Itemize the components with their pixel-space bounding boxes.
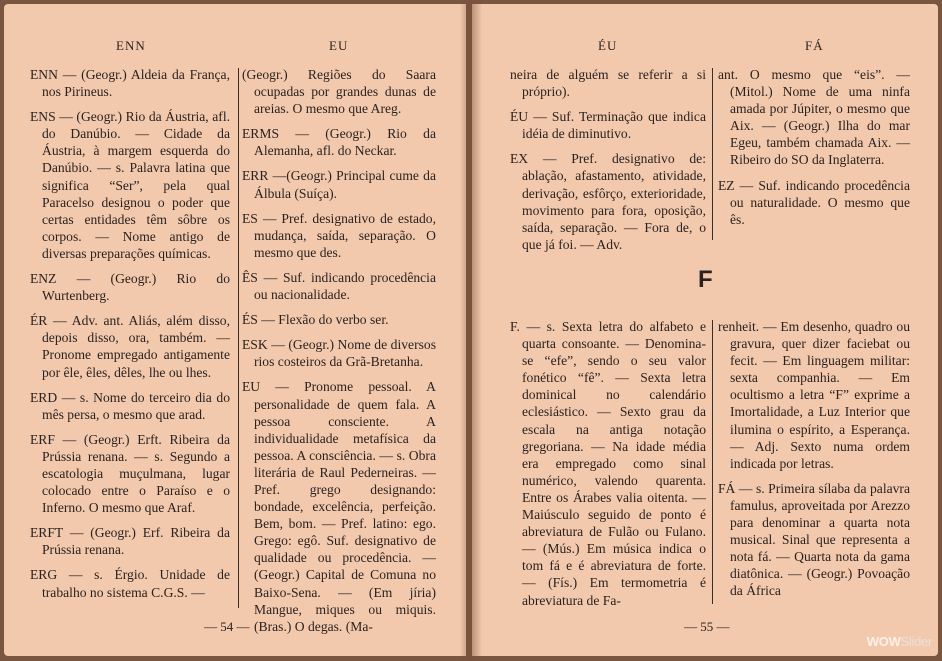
entry: ERR —(Geogr.) Principal cume da Álbula (Suíça). [242, 168, 436, 201]
entry: EX — Pref. designativo de: ablação, afastamento, atividade, derivação, esfôrço, exterioridade, movimento para fora, oposição, saída, separação. — Fora de, o que já foi. — Adv. [510, 151, 706, 252]
entry: EZ — Suf. indicando procedência ou naturalidade. O mesmo que ês. [718, 177, 910, 227]
entry: FÁ — s. Primeira sílaba da palavra famulus, aproveitada por Arezzo para denominar a quarta nota musical. Sinal que representa a nota fá. — Quarta nota da gama diatônica. — (Geogr.) Povoação da África [718, 480, 910, 599]
entry: (Geogr.) Regiões do Saara ocupadas por grandes dunas de areias. O mesmo que Areg. [242, 67, 436, 117]
left-page-column-1 [30, 66, 230, 609]
right-page-header-left: ÉU [598, 38, 618, 53]
right-page-number: — 55 — [684, 619, 730, 634]
entry: ES — Pref. designativo de estado, mudança, saída, separação. O mesmo que des. [242, 210, 436, 260]
entry: ENN — (Geogr.) Aldeia da França, nos Pirineus. [30, 67, 230, 100]
left-page-header-left: ENN [116, 38, 146, 53]
entry: renheit. — Em desenho, quadro ou gravura, quer dizer faciebat ou fecit. — Em linguagem militar: sexta companhia. — Em ocultismo a letra “F” exprime a Imortalidade, a Luz Interior que ilumina o espírito, a Esperança. — Adj. Sexto numa ordem indicada por letras. [718, 319, 910, 471]
entry: ÉS — Flexão do verbo ser. [242, 312, 389, 328]
section-letter-heading: F [698, 266, 713, 293]
entry: ÊS — Suf. indicando procedência ou nacionalidade. [242, 269, 436, 303]
left-page [4, 4, 466, 656]
entry: ant. O mesmo que “eis”. — (Mitol.) Nome de uma ninfa amada por Júpiter, o mesmo que Aix. — (Geogr.) Ilha do mar Egeu, também chamada Aix. — Ribeiro do SO da Inglaterra. [718, 67, 910, 168]
entry: ÉR — Adv. ant. Aliás, além disso, depois disso, ora, também. — Pronome empregado antigamente por êle, êles, dêles, lhe ou lhes. [30, 313, 230, 380]
watermark-bold: WOW [866, 634, 901, 649]
left-page-header-right: EU [329, 38, 349, 53]
entry: ERD — s. Nome do terceiro dia do mês persa, o mesmo que arad. [30, 389, 230, 422]
right-page-top-column-rule [712, 68, 713, 240]
wowslider-watermark [867, 634, 932, 649]
entry: ENZ — (Geogr.) Rio do Wurtenberg. [30, 271, 230, 304]
right-page-bottom-column-rule [712, 320, 713, 604]
right-page-bottom-column-1 [510, 318, 706, 617]
entry: ERMS — (Geogr.) Rio da Alemanha, afl. do Neckar. [242, 126, 436, 159]
right-page-header-right: FÁ [805, 38, 824, 53]
left-page-column-rule [238, 68, 239, 608]
right-page-top-column-1 [510, 66, 706, 261]
entry: ERF — (Geogr.) Erft. Ribeira da Prússia renana. — s. Segundo a escatologia muçulmana, lugar colocado entre o Paraíso e o Inferno. O mesmo que Araf. [30, 431, 230, 516]
right-page-top-column-2 [718, 66, 910, 236]
entry: ENS — (Geogr.) Rio da Áustria, afl. do Danúbio. — Cidade da Áustria, à margem esquerda do Danúbio. — s. Palavra latina que significa “Ser”, pela qual Paracelso designou o poder que certas entidades têm sôbre os corpos. — Nome antigo de diversas preparações químicas. [30, 109, 230, 261]
book-gutter [460, 0, 482, 661]
entry: ERFT — (Geogr.) Erf. Ribeira da Prússia renana. [30, 525, 230, 558]
watermark-rest: Slider [900, 634, 932, 649]
entry: ÉU — Suf. Terminação que indica idéia de diminutivo. [510, 109, 706, 142]
entry: F. — s. Sexta letra do alfabeto e quarta consoante. — Denomina-se “efe”, sendo o seu valor fonético “fê”. — Sexta letra dominical no calendário eclesiástico. — Sexto grau da escala na antiga notação gregoriana. — Na idade média era empregado como sinal numérico, valendo quarenta. Entre os Árabes valia oitenta. — Maiúsculo seguido de ponto é abreviatura de Fulão ou Fulano. — (Mús.) Em música indica o tom fá e é abreviatura de forte. — (Fís.) Em termometria é abreviatura de Fa- [510, 319, 706, 608]
right-page-bottom-column-2 [718, 318, 910, 608]
entry: neira de alguém se referir a si próprio). [510, 67, 706, 100]
entry: ERG — s. Érgio. Unidade de trabalho no sistema C.G.S. — [30, 567, 230, 600]
left-page-column-2 [242, 66, 436, 643]
left-page-number: — 54 — [204, 619, 250, 634]
right-page [472, 4, 938, 656]
entry: ESK — (Geogr.) Nome de diversos rios costeiros da Grã-Bretanha. [242, 337, 436, 370]
entry: EU — Pronome pessoal. A personalidade de quem fala. A pessoa consciente. A individualidade metafísica da pessoa. A consciência. — s. Obra literária de Raul Pederneiras. — Pref. grego designando: bondade, excelência, perfeição. Bem, bom. — Pref. latino: ego. Grego: egô. Suf. designativo de qualidade ou procedência. — (Geogr.) Capital de Comuna no Baixo-Sena. — (Em jíria) Mangue, miques ou miquis. (Bras.) O degas. (Ma- [242, 379, 436, 634]
